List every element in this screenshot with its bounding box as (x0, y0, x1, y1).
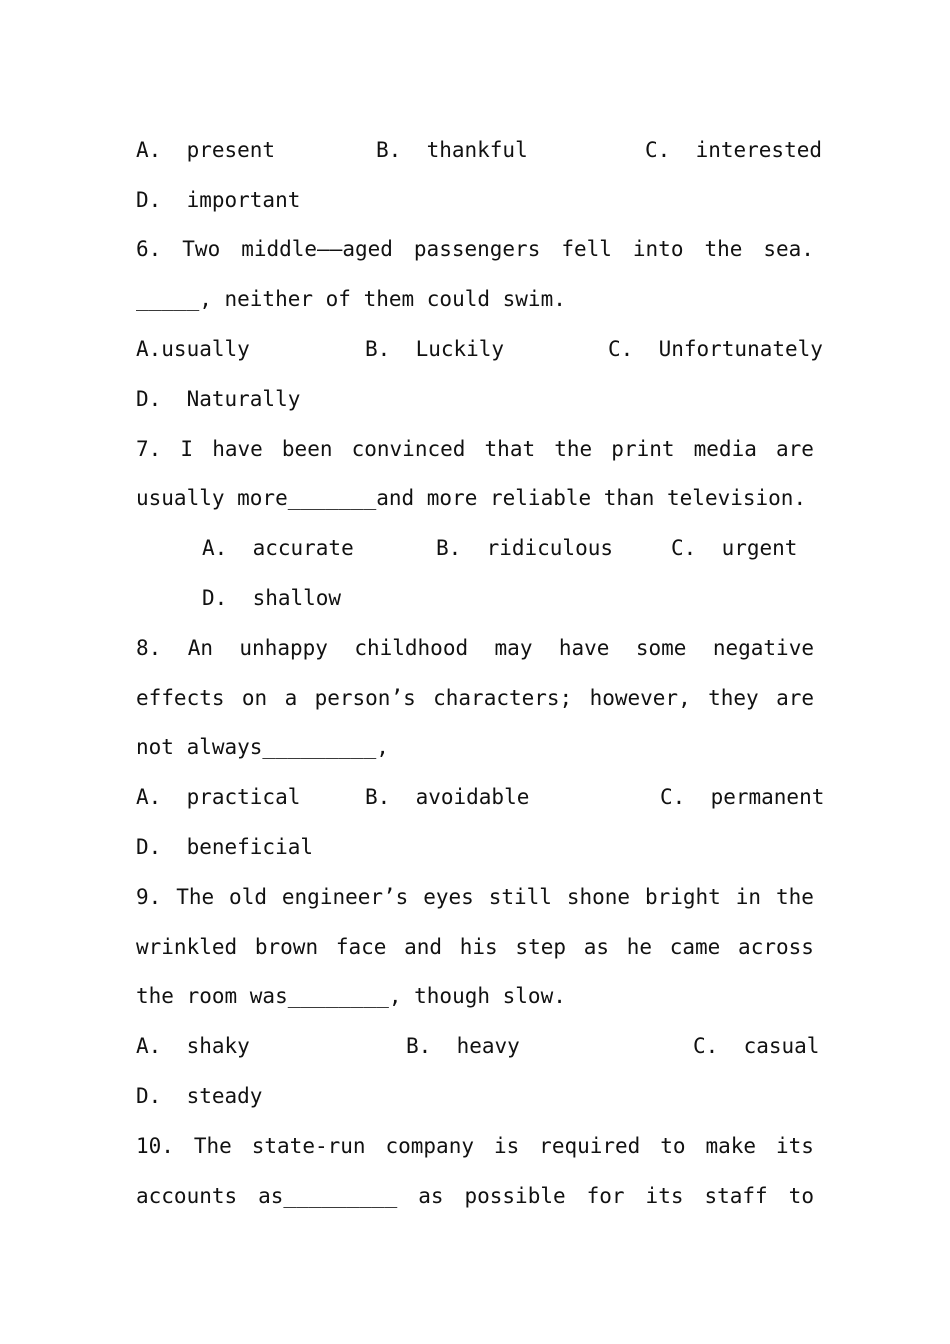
q8-question-line2: effects on a person’s characters; however, they are (136, 686, 814, 710)
q5-options-row (136, 135, 823, 165)
q6-option-a: A.usually (136, 337, 250, 361)
q6-option-b: B. Luckily (365, 337, 505, 361)
q7-question-line2: usually more_______and more reliable than television. (136, 486, 807, 510)
q7-option-c: C. urgent (671, 536, 798, 560)
q9-option-c: C. casual (693, 1034, 820, 1058)
q6-option-c: C. Unfortunately (608, 337, 823, 361)
q8-options-row (136, 782, 825, 812)
q7-option-d-row (136, 583, 814, 613)
q7-question-line1: 7. I have been convinced that the print media are (136, 437, 814, 461)
q5-option-b: B. thankful (376, 138, 528, 162)
q7-option-b: B. ridiculous (436, 536, 614, 560)
q9-question-line3: the room was________, though slow. (136, 984, 566, 1008)
q9-option-d: D. steady (136, 1084, 263, 1108)
q9-option-a: A. shaky (136, 1034, 250, 1058)
q9-option-b: B. heavy (406, 1034, 520, 1058)
q5-option-d: D. important (136, 188, 301, 212)
q9-options-row (136, 1031, 820, 1061)
q7-options-row (136, 533, 814, 563)
q8-option-d: D. beneficial (136, 835, 314, 859)
q5-option-a: A. present (136, 138, 276, 162)
q8-question-line3: not always_________, (136, 735, 389, 759)
q8-option-a: A. practical (136, 785, 301, 809)
q10-question-line2: accounts as_________ as possible for its staff to (136, 1184, 814, 1208)
q6-question-line2: _____, neither of them could swim. (136, 287, 566, 311)
q7-option-a: A. accurate (202, 536, 354, 560)
q8-question-line1: 8. An unhappy childhood may have some negative (136, 636, 814, 660)
q8-option-c: C. permanent (660, 785, 825, 809)
q6-option-d: D. Naturally (136, 387, 301, 411)
q6-options-row (136, 334, 823, 364)
q9-question-line1: 9. The old engineer’s eyes still shone bright in the (136, 885, 814, 909)
q6-question-line1: 6. Two middle——aged passengers fell into the sea. (136, 237, 814, 261)
q5-option-c: C. interested (645, 138, 823, 162)
q8-option-b: B. avoidable (365, 785, 530, 809)
q10-question-line1: 10. The state-run company is required to make its (136, 1134, 814, 1158)
q7-option-d: D. shallow (202, 586, 342, 610)
q9-question-line2: wrinkled brown face and his step as he came across (136, 935, 814, 959)
